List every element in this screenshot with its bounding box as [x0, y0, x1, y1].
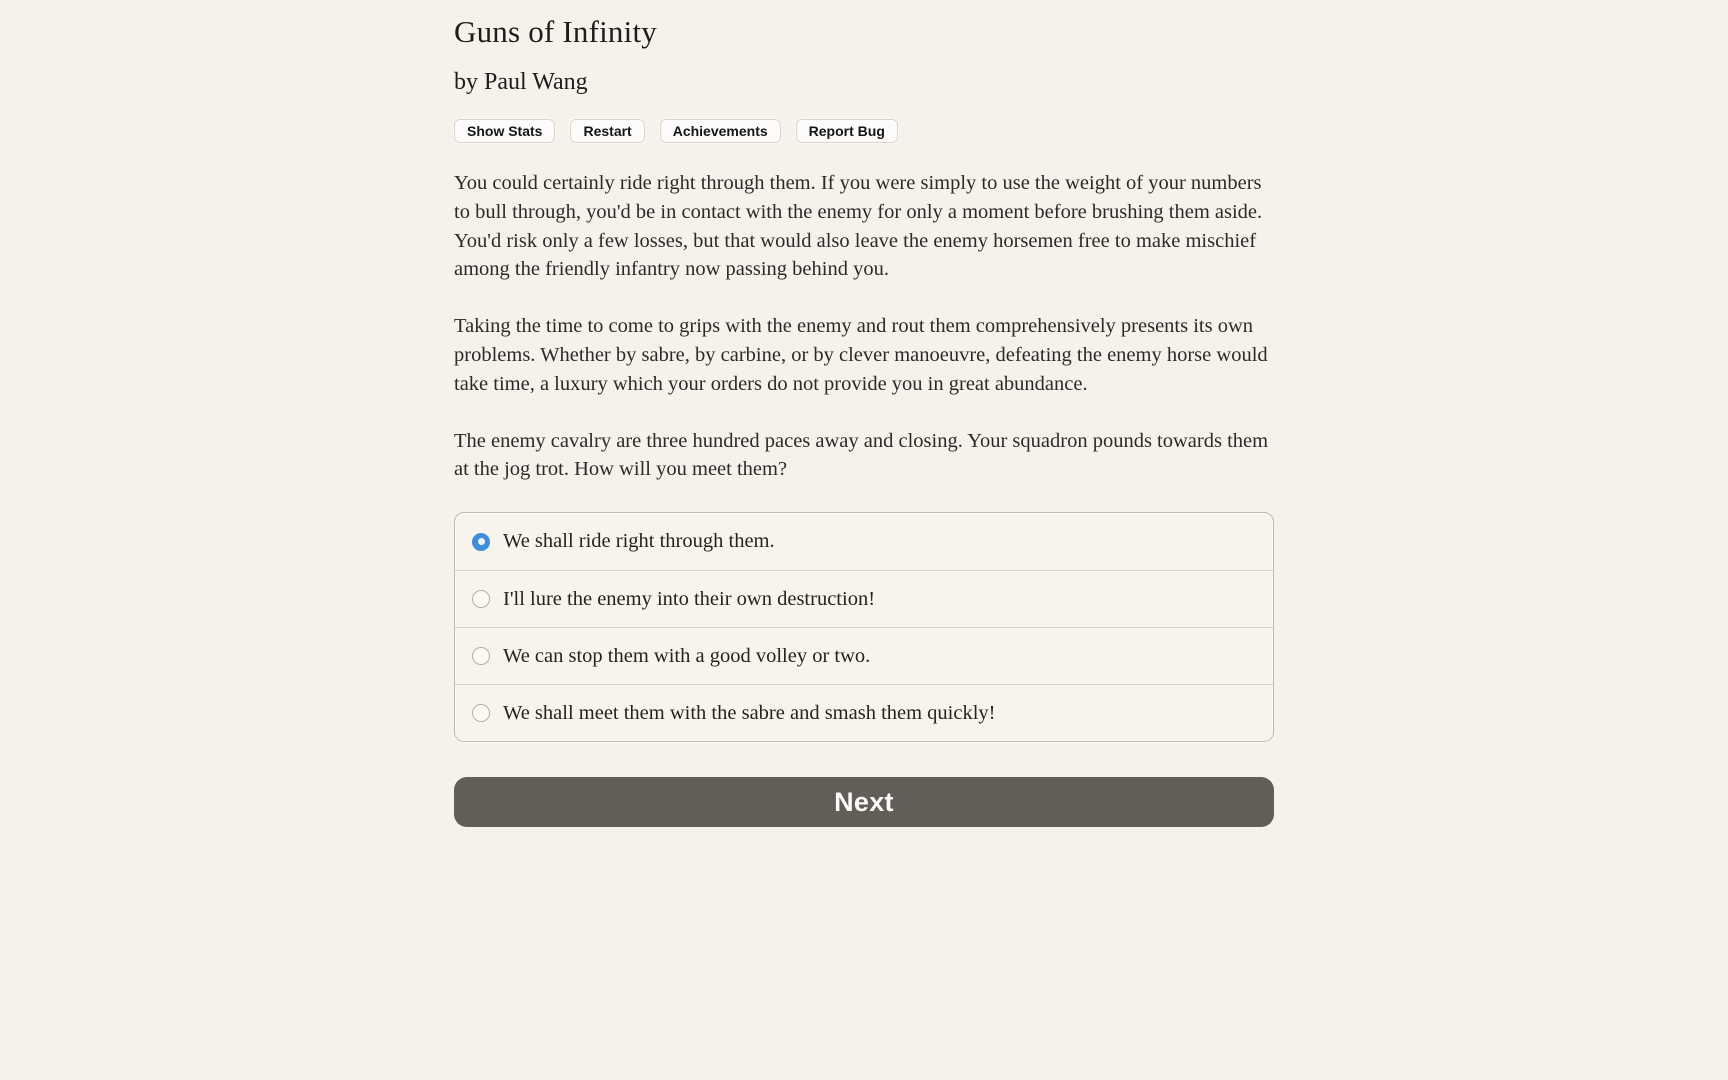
radio-button-icon[interactable]: [472, 533, 490, 551]
choice-label: I'll lure the enemy into their own destruction!: [503, 587, 876, 610]
story-paragraph: You could certainly ride right through them. If you were simply to use the weight of your numbers to bull through, you'd be in contact with the enemy for only a moment before brushing them aside. You'd risk only a few losses, but that would also leave the enemy horsemen free to make mischief among the friendly infantry now passing behind you.: [454, 172, 1263, 281]
story-page: [454, 0, 1274, 827]
radio-button-icon[interactable]: [472, 704, 490, 722]
story-paragraph: Taking the time to come to grips with the enemy and rout them comprehensively presents its own problems. Whether by sabre, by carbine, or by clever manoeuvre, defeating the enemy horse would take time, a luxury which your orders do not provide you in great abundance.: [454, 315, 1268, 395]
author-byline: by Paul Wang: [454, 69, 588, 95]
page-title: Guns of Infinity: [454, 14, 657, 49]
choice-label: We shall ride right through them.: [503, 530, 775, 553]
toolbar: [454, 119, 1274, 143]
report-bug-button[interactable]: Report Bug: [796, 119, 898, 143]
restart-button[interactable]: Restart: [570, 119, 644, 143]
choice-list: [454, 512, 1274, 742]
choice-option-ride-through[interactable]: [455, 513, 1273, 570]
choice-label: We shall meet them with the sabre and smash them quickly!: [503, 701, 996, 724]
story-text: [454, 169, 1274, 484]
choice-option-volley[interactable]: [455, 627, 1273, 684]
show-stats-button[interactable]: Show Stats: [454, 119, 555, 143]
achievements-button[interactable]: Achievements: [660, 119, 781, 143]
radio-button-icon[interactable]: [472, 590, 490, 608]
story-paragraph: The enemy cavalry are three hundred paces away and closing. Your squadron pounds towards them at the jog trot. How will you meet them?: [454, 429, 1269, 481]
choice-option-lure-enemy[interactable]: [455, 570, 1273, 627]
next-button[interactable]: Next: [454, 777, 1274, 827]
choice-label: We can stop them with a good volley or two.: [503, 644, 871, 667]
radio-button-icon[interactable]: [472, 647, 490, 665]
choice-option-sabre[interactable]: [455, 684, 1273, 741]
